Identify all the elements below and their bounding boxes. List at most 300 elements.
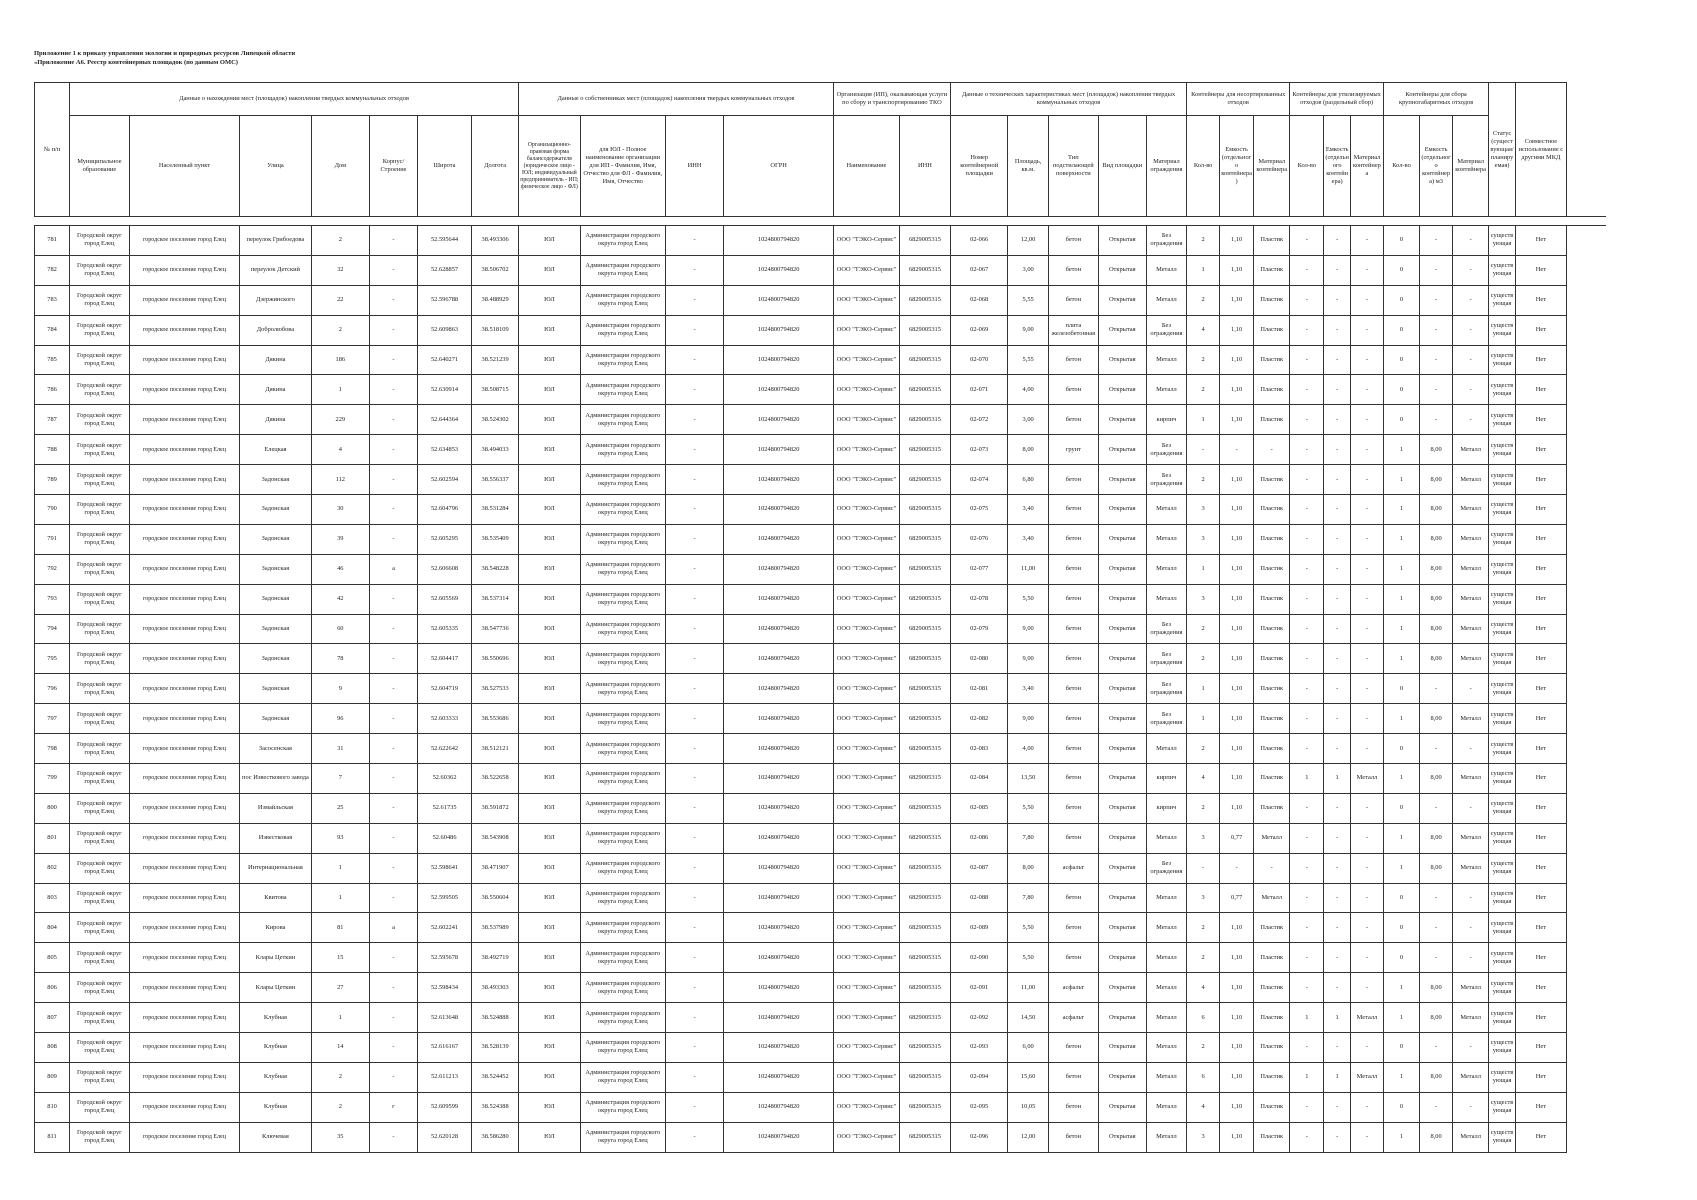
cell-qty-2: - bbox=[1290, 1122, 1324, 1152]
cell-site-num: 02-068 bbox=[950, 285, 1007, 315]
cell-np: городское поселение город Елец bbox=[129, 1062, 240, 1092]
cell-surface: бетон bbox=[1048, 405, 1098, 435]
cell-owner: Администрация городского округа город Елец bbox=[580, 734, 665, 764]
cell-mat-2: Металл bbox=[1350, 764, 1383, 794]
cell-cap-3: 8,00 bbox=[1420, 495, 1453, 525]
cell-cap-3: 8,00 bbox=[1420, 524, 1453, 554]
cell-org-name: ООО "ТЭКО-Сервис" bbox=[833, 465, 899, 495]
cell-lon: 38.492719 bbox=[472, 943, 519, 973]
cell-owner: Администрация городского округа город Елец bbox=[580, 524, 665, 554]
cell-cap-1: 1,10 bbox=[1220, 285, 1254, 315]
cell-qty-1: 2 bbox=[1187, 465, 1220, 495]
cell-korpus: - bbox=[370, 644, 418, 674]
cell-area: 14,50 bbox=[1008, 1003, 1048, 1033]
cell-qty-2: - bbox=[1290, 644, 1324, 674]
table-row bbox=[35, 943, 1607, 973]
cell-lat: 52.596788 bbox=[417, 285, 471, 315]
col-cap-3: Емкость (отдельного контейнера) м3 bbox=[1420, 116, 1453, 217]
cell-shared: Нет bbox=[1515, 793, 1566, 823]
cell-qty-2: 1 bbox=[1290, 1003, 1324, 1033]
cell-mat-3: - bbox=[1453, 913, 1489, 943]
cell-ogrn: 1024800794820 bbox=[724, 674, 834, 704]
col-house: Дом bbox=[311, 116, 370, 217]
cell-qty-1: 6 bbox=[1187, 1062, 1220, 1092]
cell-mat-2: - bbox=[1350, 375, 1383, 405]
cell-qty-3: 1 bbox=[1383, 465, 1419, 495]
cell-cap-3: - bbox=[1420, 913, 1453, 943]
cell-shared: Нет bbox=[1515, 554, 1566, 584]
cell-ogrn: 1024800794820 bbox=[724, 345, 834, 375]
cell-mat-2: - bbox=[1350, 465, 1383, 495]
cell-qty-2: - bbox=[1290, 704, 1324, 734]
table-row bbox=[35, 1122, 1607, 1152]
cell-qty-1: 2 bbox=[1187, 734, 1220, 764]
cell-house: 2 bbox=[311, 226, 370, 256]
cell-qty-3: 0 bbox=[1383, 1092, 1419, 1122]
cell-street: Задонская bbox=[240, 674, 311, 704]
cell-mat-1: Пластик bbox=[1254, 345, 1290, 375]
cell-mat-3: - bbox=[1453, 1092, 1489, 1122]
cell-qty-1: 2 bbox=[1187, 793, 1220, 823]
cell-opf: ЮЛ bbox=[519, 226, 581, 256]
cell-cap-2: - bbox=[1324, 943, 1351, 973]
cell-ogrn: 1024800794820 bbox=[724, 1003, 834, 1033]
cell-house: 32 bbox=[311, 255, 370, 285]
cell-num: 810 bbox=[35, 1092, 70, 1122]
cell-qty-2: - bbox=[1290, 943, 1324, 973]
cell-cap-2: - bbox=[1324, 734, 1351, 764]
cell-mat-1: Пластик bbox=[1254, 913, 1290, 943]
cell-mat-2: - bbox=[1350, 883, 1383, 913]
group-location: Данные о нахождении мест (площадок) накопления твердых коммунальных отходов bbox=[70, 83, 519, 116]
cell-cap-2: 1 bbox=[1324, 764, 1351, 794]
cell-org-name: ООО "ТЭКО-Сервис" bbox=[833, 823, 899, 853]
cell-korpus: - bbox=[370, 1122, 418, 1152]
cell-mo: Городской округ город Елец bbox=[70, 1062, 130, 1092]
cell-ogrn: 1024800794820 bbox=[724, 375, 834, 405]
cell-cap-3: 8,00 bbox=[1420, 823, 1453, 853]
cell-shared: Нет bbox=[1515, 465, 1566, 495]
cell-num: 809 bbox=[35, 1062, 70, 1092]
cell-mat-1: Пластик bbox=[1254, 1092, 1290, 1122]
cell-area: 5,50 bbox=[1008, 584, 1048, 614]
cell-org-name: ООО "ТЭКО-Сервис" bbox=[833, 405, 899, 435]
cell-lat: 52.605335 bbox=[417, 614, 471, 644]
cell-site-num: 02-070 bbox=[950, 345, 1007, 375]
cell-qty-3: 0 bbox=[1383, 1033, 1419, 1063]
cell-num: 789 bbox=[35, 465, 70, 495]
cell-cap-1: - bbox=[1220, 435, 1254, 465]
cell-num: 796 bbox=[35, 674, 70, 704]
cell-korpus: - bbox=[370, 465, 418, 495]
cell-area: 11,00 bbox=[1008, 973, 1048, 1003]
cell-org-name: ООО "ТЭКО-Сервис" bbox=[833, 1033, 899, 1063]
cell-ogrn: 1024800794820 bbox=[724, 465, 834, 495]
cell-mo: Городской округ город Елец bbox=[70, 764, 130, 794]
cell-cap-1: 0,77 bbox=[1220, 823, 1254, 853]
col-org-name: Наименование bbox=[833, 116, 899, 217]
cell-lat: 52.605569 bbox=[417, 584, 471, 614]
cell-fence: Металл bbox=[1146, 255, 1186, 285]
cell-num: 787 bbox=[35, 405, 70, 435]
cell-opf: ЮЛ bbox=[519, 495, 581, 525]
cell-mat-1: Металл bbox=[1254, 823, 1290, 853]
cell-lat: 52.628857 bbox=[417, 255, 471, 285]
cell-street: Засосенская bbox=[240, 734, 311, 764]
cell-area: 6,00 bbox=[1008, 1033, 1048, 1063]
cell-np: городское поселение город Елец bbox=[129, 345, 240, 375]
cell-shared: Нет bbox=[1515, 913, 1566, 943]
cell-mo: Городской округ город Елец bbox=[70, 285, 130, 315]
cell-org-inn: 6829005315 bbox=[899, 793, 950, 823]
cell-surface: бетон bbox=[1048, 524, 1098, 554]
cell-opf: ЮЛ bbox=[519, 255, 581, 285]
cell-mat-3: Металл bbox=[1453, 704, 1489, 734]
cell-shared: Нет bbox=[1515, 734, 1566, 764]
table-row bbox=[35, 226, 1607, 256]
cell-site-num: 02-090 bbox=[950, 943, 1007, 973]
cell-cap-2: - bbox=[1324, 495, 1351, 525]
cell-site-num: 02-088 bbox=[950, 883, 1007, 913]
cell-house: 1 bbox=[311, 853, 370, 883]
cell-street: Клубная bbox=[240, 1092, 311, 1122]
cell-qty-3: 1 bbox=[1383, 1003, 1419, 1033]
cell-cap-1: 1,10 bbox=[1220, 584, 1254, 614]
cell-korpus: - bbox=[370, 315, 418, 345]
cell-qty-3: 1 bbox=[1383, 584, 1419, 614]
cell-cap-1: 1,10 bbox=[1220, 973, 1254, 1003]
cell-num: 804 bbox=[35, 913, 70, 943]
cell-ogrn: 1024800794820 bbox=[724, 495, 834, 525]
cell-ogrn: 1024800794820 bbox=[724, 764, 834, 794]
cell-org-inn: 6829005315 bbox=[899, 973, 950, 1003]
cell-qty-1: 2 bbox=[1187, 943, 1220, 973]
cell-shared: Нет bbox=[1515, 1092, 1566, 1122]
cell-cap-3: - bbox=[1420, 255, 1453, 285]
cell-street: Клубная bbox=[240, 1003, 311, 1033]
cell-inn: - bbox=[665, 793, 724, 823]
cell-status: существующая bbox=[1489, 913, 1516, 943]
cell-qty-1: 1 bbox=[1187, 405, 1220, 435]
cell-house: 39 bbox=[311, 524, 370, 554]
cell-cap-1: 1,10 bbox=[1220, 793, 1254, 823]
cell-cap-2: - bbox=[1324, 1122, 1351, 1152]
cell-mo: Городской округ город Елец bbox=[70, 614, 130, 644]
cell-np: городское поселение город Елец bbox=[129, 734, 240, 764]
cell-house: 1 bbox=[311, 883, 370, 913]
cell-lon: 38.493306 bbox=[472, 226, 519, 256]
cell-street: Измайльская bbox=[240, 793, 311, 823]
cell-fence: Металл bbox=[1146, 1062, 1186, 1092]
cell-lat: 52.630914 bbox=[417, 375, 471, 405]
cell-lon: 38.508715 bbox=[472, 375, 519, 405]
cell-opf: ЮЛ bbox=[519, 943, 581, 973]
cell-surface: бетон bbox=[1048, 823, 1098, 853]
cell-site-num: 02-085 bbox=[950, 793, 1007, 823]
cell-status: существующая bbox=[1489, 345, 1516, 375]
cell-qty-1: - bbox=[1187, 435, 1220, 465]
cell-korpus: - bbox=[370, 255, 418, 285]
cell-house: 35 bbox=[311, 1122, 370, 1152]
cell-fence: Металл bbox=[1146, 554, 1186, 584]
table-row bbox=[35, 1003, 1607, 1033]
cell-num: 803 bbox=[35, 883, 70, 913]
cell-cap-1: 1,10 bbox=[1220, 764, 1254, 794]
cell-mo: Городской округ город Елец bbox=[70, 674, 130, 704]
cell-lat: 52.611213 bbox=[417, 1062, 471, 1092]
cell-mat-3: Металл bbox=[1453, 435, 1489, 465]
cell-surface: бетон bbox=[1048, 345, 1098, 375]
cell-house: 7 bbox=[311, 764, 370, 794]
cell-mat-3: Металл bbox=[1453, 465, 1489, 495]
cell-mo: Городской округ город Елец bbox=[70, 793, 130, 823]
cell-surface: бетон bbox=[1048, 704, 1098, 734]
cell-street: Ключевая bbox=[240, 1122, 311, 1152]
cell-cap-3: 8,00 bbox=[1420, 764, 1453, 794]
cell-opf: ЮЛ bbox=[519, 734, 581, 764]
cell-status: существующая bbox=[1489, 704, 1516, 734]
cell-shared: Нет bbox=[1515, 1003, 1566, 1033]
cell-mat-3: Металл bbox=[1453, 584, 1489, 614]
cell-status: существующая bbox=[1489, 734, 1516, 764]
cell-site-type: Открытая bbox=[1098, 883, 1146, 913]
cell-opf: ЮЛ bbox=[519, 704, 581, 734]
cell-org-inn: 6829005315 bbox=[899, 1122, 950, 1152]
cell-num: 781 bbox=[35, 226, 70, 256]
cell-mat-3: Металл bbox=[1453, 973, 1489, 1003]
cell-lat: 52.598434 bbox=[417, 973, 471, 1003]
cell-cap-1: 1,10 bbox=[1220, 943, 1254, 973]
cell-surface: бетон bbox=[1048, 764, 1098, 794]
cell-np: городское поселение город Елец bbox=[129, 913, 240, 943]
table-row bbox=[35, 913, 1607, 943]
cell-surface: бетон bbox=[1048, 1122, 1098, 1152]
cell-fence: Без ограждения bbox=[1146, 315, 1186, 345]
cell-site-type: Открытая bbox=[1098, 764, 1146, 794]
col-street: Улица bbox=[240, 116, 311, 217]
cell-owner: Администрация городского округа город Елец bbox=[580, 375, 665, 405]
cell-org-name: ООО "ТЭКО-Сервис" bbox=[833, 793, 899, 823]
table-row bbox=[35, 405, 1607, 435]
cell-qty-1: 3 bbox=[1187, 495, 1220, 525]
cell-mat-2: - bbox=[1350, 1122, 1383, 1152]
cell-inn: - bbox=[665, 1003, 724, 1033]
cell-shared: Нет bbox=[1515, 853, 1566, 883]
cell-np: городское поселение город Елец bbox=[129, 285, 240, 315]
cell-house: 78 bbox=[311, 644, 370, 674]
table-row bbox=[35, 285, 1607, 315]
cell-area: 8,00 bbox=[1008, 853, 1048, 883]
cell-cap-1: 1,10 bbox=[1220, 1033, 1254, 1063]
cell-site-type: Открытая bbox=[1098, 853, 1146, 883]
cell-qty-2: 1 bbox=[1290, 764, 1324, 794]
cell-site-num: 02-089 bbox=[950, 913, 1007, 943]
cell-cap-2: - bbox=[1324, 793, 1351, 823]
cell-mo: Городской округ город Елец bbox=[70, 465, 130, 495]
cell-site-type: Открытая bbox=[1098, 345, 1146, 375]
cell-site-type: Открытая bbox=[1098, 465, 1146, 495]
cell-owner: Администрация городского округа город Елец bbox=[580, 1033, 665, 1063]
cell-ogrn: 1024800794820 bbox=[724, 973, 834, 1003]
document-title bbox=[34, 49, 295, 67]
table-row bbox=[35, 255, 1607, 285]
cell-house: 14 bbox=[311, 1033, 370, 1063]
cell-qty-3: 1 bbox=[1383, 495, 1419, 525]
cell-house: 186 bbox=[311, 345, 370, 375]
cell-cap-1: 1,10 bbox=[1220, 1062, 1254, 1092]
cell-ogrn: 1024800794820 bbox=[724, 435, 834, 465]
cell-qty-3: 1 bbox=[1383, 1062, 1419, 1092]
cell-inn: - bbox=[665, 1092, 724, 1122]
cell-org-name: ООО "ТЭКО-Сервис" bbox=[833, 495, 899, 525]
cell-lon: 38.518109 bbox=[472, 315, 519, 345]
cell-surface: бетон bbox=[1048, 614, 1098, 644]
cell-qty-2: - bbox=[1290, 285, 1324, 315]
cell-mat-2: - bbox=[1350, 315, 1383, 345]
cell-cap-3: - bbox=[1420, 315, 1453, 345]
cell-site-num: 02-080 bbox=[950, 644, 1007, 674]
cell-qty-2: - bbox=[1290, 1092, 1324, 1122]
cell-cap-3: - bbox=[1420, 793, 1453, 823]
cell-lat: 52.595644 bbox=[417, 226, 471, 256]
cell-owner: Администрация городского округа город Елец bbox=[580, 674, 665, 704]
cell-mat-1: Пластик bbox=[1254, 734, 1290, 764]
col-qty-1: Кол-во bbox=[1187, 116, 1220, 217]
cell-mat-2: - bbox=[1350, 973, 1383, 1003]
cell-qty-1: 6 bbox=[1187, 1003, 1220, 1033]
cell-ogrn: 1024800794820 bbox=[724, 584, 834, 614]
cell-cap-2: - bbox=[1324, 644, 1351, 674]
cell-site-type: Открытая bbox=[1098, 495, 1146, 525]
cell-qty-3: 0 bbox=[1383, 226, 1419, 256]
cell-lat: 52.640271 bbox=[417, 345, 471, 375]
cell-cap-3: 8,00 bbox=[1420, 1003, 1453, 1033]
cell-qty-1: 2 bbox=[1187, 345, 1220, 375]
cell-shared: Нет bbox=[1515, 823, 1566, 853]
cell-street: Задонская bbox=[240, 614, 311, 644]
cell-np: городское поселение город Елец bbox=[129, 1092, 240, 1122]
cell-surface: асфальт bbox=[1048, 1003, 1098, 1033]
cell-qty-3: 0 bbox=[1383, 255, 1419, 285]
cell-num: 808 bbox=[35, 1033, 70, 1063]
cell-num: 793 bbox=[35, 584, 70, 614]
cell-cap-3: 8,00 bbox=[1420, 1122, 1453, 1152]
cell-house: 30 bbox=[311, 495, 370, 525]
cell-status: существующая bbox=[1489, 674, 1516, 704]
table-row bbox=[35, 734, 1607, 764]
cell-shared: Нет bbox=[1515, 524, 1566, 554]
group-bulky-containers: Контейнеры для сбора крупногабаритных отходов bbox=[1383, 83, 1488, 116]
cell-qty-2: - bbox=[1290, 614, 1324, 644]
col-area: Площадь, кв.м. bbox=[1008, 116, 1048, 217]
table-row bbox=[35, 345, 1607, 375]
cell-site-num: 02-087 bbox=[950, 853, 1007, 883]
cell-site-num: 02-077 bbox=[950, 554, 1007, 584]
cell-surface: бетон bbox=[1048, 674, 1098, 704]
cell-area: 8,00 bbox=[1008, 435, 1048, 465]
cell-cap-2: - bbox=[1324, 315, 1351, 345]
cell-site-type: Открытая bbox=[1098, 1033, 1146, 1063]
cell-area: 3,40 bbox=[1008, 674, 1048, 704]
cell-cap-3: - bbox=[1420, 883, 1453, 913]
cell-cap-1: 1,10 bbox=[1220, 315, 1254, 345]
cell-shared: Нет bbox=[1515, 315, 1566, 345]
cell-owner: Администрация городского округа город Елец bbox=[580, 614, 665, 644]
table-row bbox=[35, 674, 1607, 704]
cell-shared: Нет bbox=[1515, 764, 1566, 794]
cell-site-type: Открытая bbox=[1098, 435, 1146, 465]
cell-np: городское поселение город Елец bbox=[129, 883, 240, 913]
cell-shared: Нет bbox=[1515, 345, 1566, 375]
cell-org-name: ООО "ТЭКО-Сервис" bbox=[833, 644, 899, 674]
cell-lat: 52.603333 bbox=[417, 704, 471, 734]
cell-opf: ЮЛ bbox=[519, 913, 581, 943]
cell-area: 9,00 bbox=[1008, 614, 1048, 644]
cell-house: 96 bbox=[311, 704, 370, 734]
table-row bbox=[35, 375, 1607, 405]
table-row bbox=[35, 883, 1607, 913]
cell-surface: бетон bbox=[1048, 375, 1098, 405]
cell-korpus: - bbox=[370, 1003, 418, 1033]
cell-mat-2: - bbox=[1350, 704, 1383, 734]
cell-site-type: Открытая bbox=[1098, 315, 1146, 345]
cell-opf: ЮЛ bbox=[519, 315, 581, 345]
cell-opf: ЮЛ bbox=[519, 793, 581, 823]
cell-opf: ЮЛ bbox=[519, 614, 581, 644]
cell-mat-1: Пластик bbox=[1254, 405, 1290, 435]
cell-np: городское поселение город Елец bbox=[129, 973, 240, 1003]
col-korpus: Корпус/Строение bbox=[370, 116, 418, 217]
cell-mat-3: - bbox=[1453, 734, 1489, 764]
cell-house: 25 bbox=[311, 793, 370, 823]
container-sites-registry-table bbox=[34, 82, 1606, 1153]
table-row bbox=[35, 495, 1607, 525]
cell-korpus: - bbox=[370, 883, 418, 913]
cell-house: 46 bbox=[311, 554, 370, 584]
cell-site-type: Открытая bbox=[1098, 943, 1146, 973]
cell-qty-3: 1 bbox=[1383, 823, 1419, 853]
cell-site-num: 02-091 bbox=[950, 973, 1007, 1003]
cell-cap-2: - bbox=[1324, 465, 1351, 495]
cell-street: Добролюбова bbox=[240, 315, 311, 345]
table-row bbox=[35, 315, 1607, 345]
cell-org-name: ООО "ТЭКО-Сервис" bbox=[833, 524, 899, 554]
cell-ogrn: 1024800794820 bbox=[724, 1062, 834, 1092]
cell-qty-3: 1 bbox=[1383, 973, 1419, 1003]
cell-house: 2 bbox=[311, 1062, 370, 1092]
cell-cap-1: 1,10 bbox=[1220, 495, 1254, 525]
cell-qty-2: - bbox=[1290, 255, 1324, 285]
cell-mo: Городской округ город Елец bbox=[70, 1122, 130, 1152]
cell-area: 5,50 bbox=[1008, 913, 1048, 943]
cell-shared: Нет bbox=[1515, 226, 1566, 256]
cell-opf: ЮЛ bbox=[519, 345, 581, 375]
cell-cap-2: - bbox=[1324, 524, 1351, 554]
table-row bbox=[35, 1092, 1607, 1122]
cell-fence: Металл bbox=[1146, 973, 1186, 1003]
cell-opf: ЮЛ bbox=[519, 375, 581, 405]
cell-mat-2: - bbox=[1350, 614, 1383, 644]
cell-cap-2: - bbox=[1324, 226, 1351, 256]
cell-lat: 52.609599 bbox=[417, 1092, 471, 1122]
cell-lon: 38.527533 bbox=[472, 674, 519, 704]
cell-org-name: ООО "ТЭКО-Сервис" bbox=[833, 913, 899, 943]
cell-fence: Металл bbox=[1146, 584, 1186, 614]
cell-owner: Администрация городского округа город Елец bbox=[580, 704, 665, 734]
cell-org-name: ООО "ТЭКО-Сервис" bbox=[833, 285, 899, 315]
cell-owner: Администрация городского округа город Елец bbox=[580, 1092, 665, 1122]
cell-cap-2: - bbox=[1324, 883, 1351, 913]
